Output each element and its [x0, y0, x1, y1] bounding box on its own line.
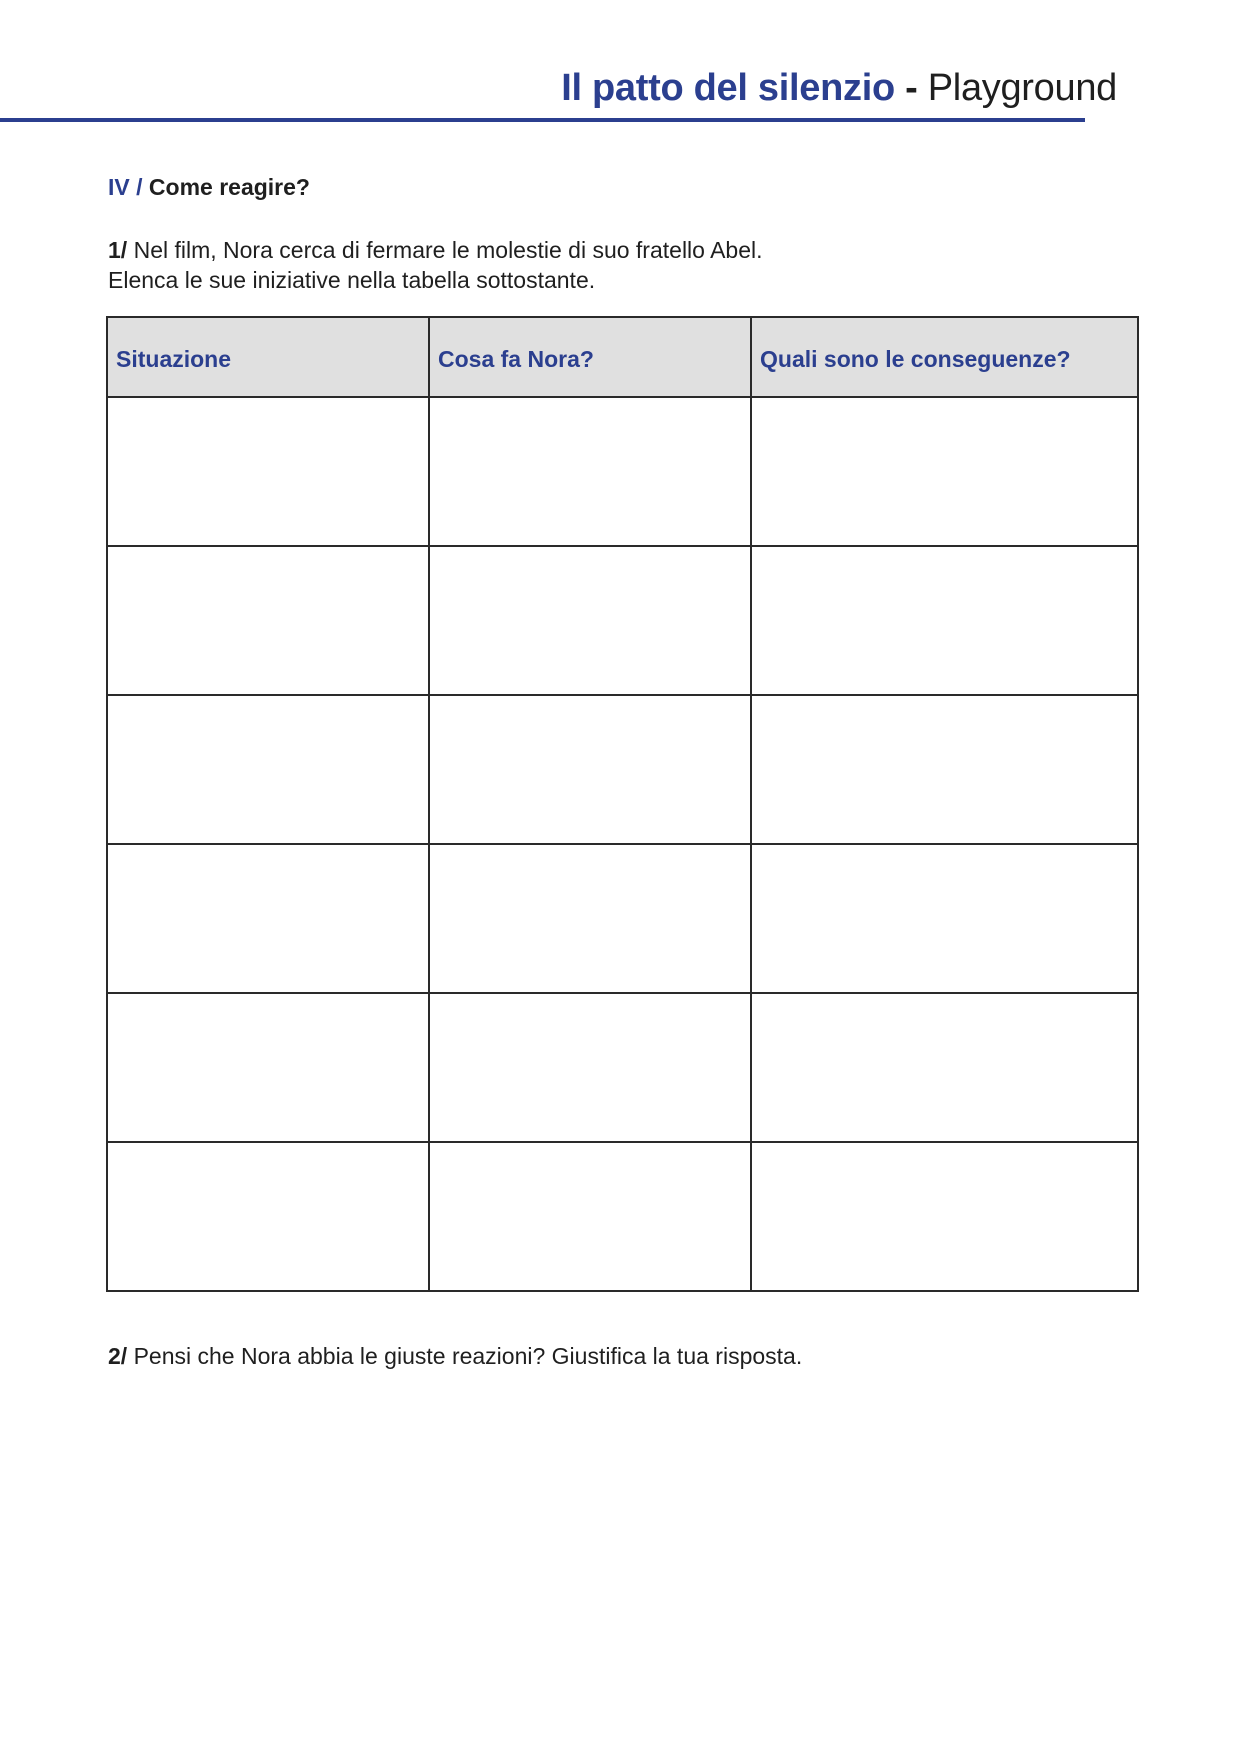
- answer-cell[interactable]: [751, 397, 1138, 546]
- question-2: [108, 1341, 802, 1371]
- film-title: Il patto del silenzio: [561, 67, 895, 109]
- answer-cell[interactable]: [429, 397, 751, 546]
- answer-cell[interactable]: [107, 695, 429, 844]
- table-row: [107, 1142, 1138, 1291]
- section-title: Come reagire?: [148, 174, 310, 200]
- answer-cell[interactable]: [107, 993, 429, 1142]
- question-2-text: Pensi che Nora abbia le giuste reazioni? Giustifica la tua risposta.: [133, 1343, 803, 1369]
- column-header-conseguenze: Quali sono le conseguenze?: [751, 317, 1138, 397]
- answer-cell[interactable]: [751, 993, 1138, 1142]
- column-header-situazione: Situazione: [107, 317, 429, 397]
- page-header: [0, 0, 1241, 125]
- answer-cell[interactable]: [107, 1142, 429, 1291]
- table-row: [107, 695, 1138, 844]
- answer-cell[interactable]: [751, 695, 1138, 844]
- answer-cell[interactable]: [107, 397, 429, 546]
- answer-cell[interactable]: [107, 844, 429, 993]
- title-separator: -: [894, 67, 928, 109]
- document-subtitle: Playground: [927, 67, 1117, 109]
- section-number: IV /: [108, 174, 143, 200]
- question-1-text: Nel film, Nora cerca di fermare le molestie di suo fratello Abel.: [133, 237, 763, 263]
- question-2-number: 2/: [108, 1343, 128, 1369]
- answer-cell[interactable]: [751, 844, 1138, 993]
- table-row: [107, 844, 1138, 993]
- question-1: [108, 235, 763, 295]
- question-1-line-2: Elenca le sue iniziative nella tabella sottostante.: [108, 267, 596, 293]
- table-row: [107, 993, 1138, 1142]
- answer-cell[interactable]: [429, 1142, 751, 1291]
- answer-cell[interactable]: [751, 1142, 1138, 1291]
- answer-table: [106, 316, 1139, 1292]
- header-divider: [0, 118, 1085, 122]
- answer-cell[interactable]: [751, 546, 1138, 695]
- answer-cell[interactable]: [429, 993, 751, 1142]
- table-row: [107, 397, 1138, 546]
- column-header-cosa-fa-nora: Cosa fa Nora?: [429, 317, 751, 397]
- answer-cell[interactable]: [107, 546, 429, 695]
- question-1-line-1: [108, 235, 763, 265]
- table-header-row: [107, 317, 1138, 397]
- answer-cell[interactable]: [429, 844, 751, 993]
- table-row: [107, 546, 1138, 695]
- section-heading: [108, 172, 310, 202]
- document-title: [561, 64, 1117, 112]
- question-1-number: 1/: [108, 237, 128, 263]
- answer-cell[interactable]: [429, 546, 751, 695]
- answer-cell[interactable]: [429, 695, 751, 844]
